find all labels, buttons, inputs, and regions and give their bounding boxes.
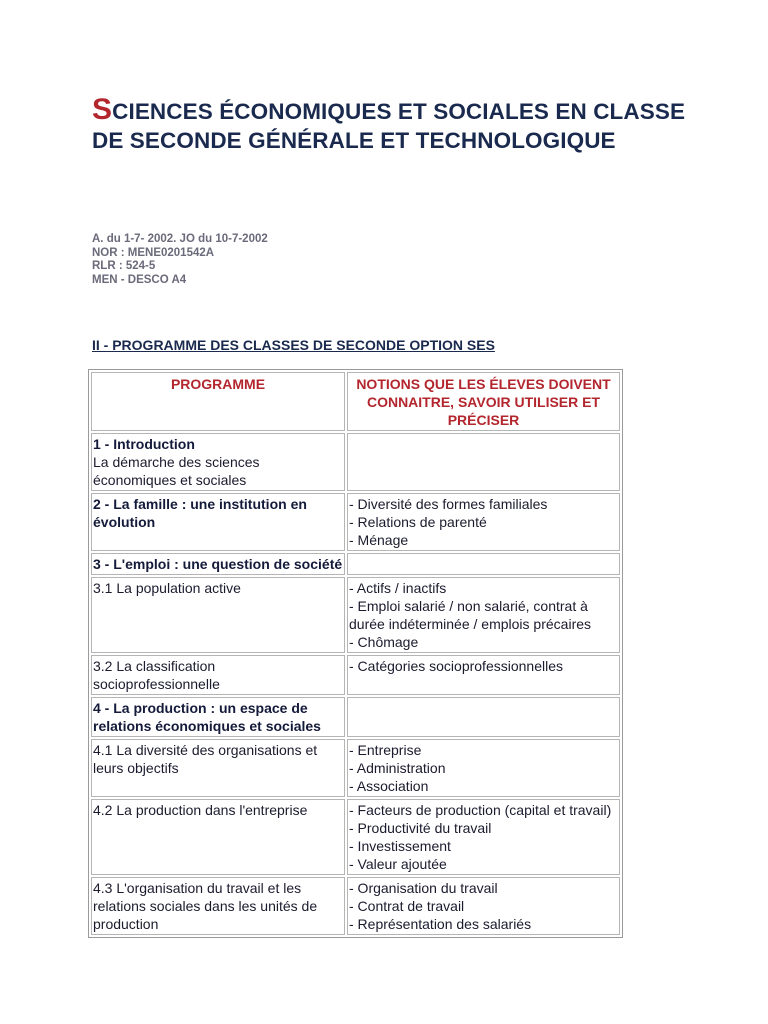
notion-item: - Facteurs de production (capital et travail) bbox=[349, 802, 612, 818]
notions-cell bbox=[347, 655, 620, 695]
programme-cell bbox=[91, 877, 345, 935]
programme-cell bbox=[91, 553, 345, 575]
decree-nor: NOR : MENE0201542A bbox=[92, 246, 215, 259]
notion-item: - Valeur ajoutée bbox=[349, 856, 447, 872]
notions-cell bbox=[347, 577, 620, 653]
table-row bbox=[91, 697, 620, 737]
table-header-row bbox=[91, 372, 620, 431]
notion-item: - Relations de parenté bbox=[349, 514, 487, 530]
programme-title: 1 - Introduction bbox=[93, 436, 195, 452]
programme-text: 4.3 L'organisation du travail et les relations sociales dans les unités de production bbox=[93, 880, 318, 932]
programme-cell bbox=[91, 493, 345, 551]
notions-cell bbox=[347, 799, 620, 875]
title-first-letter: S bbox=[92, 93, 113, 126]
notion-item: - Chômage bbox=[349, 634, 419, 650]
notions-cell bbox=[347, 493, 620, 551]
programme-cell bbox=[91, 655, 345, 695]
header-notions: NOTIONS QUE LES ÉLEVES DOIVENT CONNAITRE, SAVOIR UTILISER ET PRÉCISER bbox=[347, 372, 620, 431]
notion-item: - Contrat de travail bbox=[349, 898, 465, 914]
notion-item: - Entreprise bbox=[349, 742, 422, 758]
table-row bbox=[91, 739, 620, 797]
programme-subtitle: La démarche des sciences économiques et sociales bbox=[93, 454, 260, 488]
notion-item: - Productivité du travail bbox=[349, 820, 492, 836]
decree-rlr: RLR : 524-5 bbox=[92, 260, 156, 273]
programme-cell bbox=[91, 433, 345, 491]
programme-title: 2 - La famille : une institution en évolution bbox=[93, 496, 307, 530]
notion-item: - Représentation des salariés bbox=[349, 916, 532, 932]
table-row bbox=[91, 799, 620, 875]
table-row bbox=[91, 433, 620, 491]
programme-table bbox=[88, 369, 623, 938]
notion-item: - Administration bbox=[349, 760, 446, 776]
header-programme: PROGRAMME bbox=[91, 372, 345, 431]
table-body bbox=[91, 433, 620, 935]
notion-item: - Emploi salarié / non salarié, contrat à durée indéterminée / emplois précaires bbox=[349, 598, 592, 632]
section-title: II - PROGRAMME DES CLASSES DE SECONDE OPTION SES bbox=[92, 337, 495, 353]
notion-item: - Association bbox=[349, 778, 429, 794]
table-row bbox=[91, 577, 620, 653]
programme-cell bbox=[91, 799, 345, 875]
table-row bbox=[91, 493, 620, 551]
notions-cell bbox=[347, 877, 620, 935]
notion-item: - Diversité des formes familiales bbox=[349, 496, 548, 512]
programme-cell bbox=[91, 739, 345, 797]
table-row bbox=[91, 877, 620, 935]
notion-item: - Ménage bbox=[349, 532, 409, 548]
programme-title: 3 - L'emploi : une question de société bbox=[93, 556, 343, 572]
decree-date: A. du 1-7- 2002. JO du 10-7-2002 bbox=[92, 233, 268, 245]
decree-metadata bbox=[92, 233, 268, 288]
programme-cell bbox=[91, 577, 345, 653]
table-row bbox=[91, 553, 620, 575]
notion-item: - Catégories socioprofessionnelles bbox=[349, 658, 563, 674]
page-title bbox=[92, 95, 712, 155]
notion-item: - Investissement bbox=[349, 838, 451, 854]
title-rest: CIENCES ÉCONOMIQUES ET SOCIALES EN CLASSE DE SECONDE GÉNÉRALE ET TECHNOLOGIQUE bbox=[92, 99, 686, 153]
notion-item: - Organisation du travail bbox=[349, 880, 498, 896]
notions-cell bbox=[347, 433, 620, 491]
notions-cell bbox=[347, 739, 620, 797]
notions-cell bbox=[347, 697, 620, 737]
programme-text: 3.2 La classification socioprofessionnelle bbox=[93, 658, 220, 692]
decree-service: MEN - DESCO A4 bbox=[92, 274, 187, 287]
notions-cell bbox=[347, 553, 620, 575]
programme-text: 4.2 La production dans l'entreprise bbox=[93, 802, 308, 818]
programme-text: 3.1 La population active bbox=[93, 580, 241, 596]
programme-title: 4 - La production : un espace de relations économiques et sociales bbox=[93, 700, 321, 734]
programme-cell bbox=[91, 697, 345, 737]
programme-text: 4.1 La diversité des organisations et leurs objectifs bbox=[93, 742, 318, 776]
notion-item: - Actifs / inactifs bbox=[349, 580, 447, 596]
table-row bbox=[91, 655, 620, 695]
